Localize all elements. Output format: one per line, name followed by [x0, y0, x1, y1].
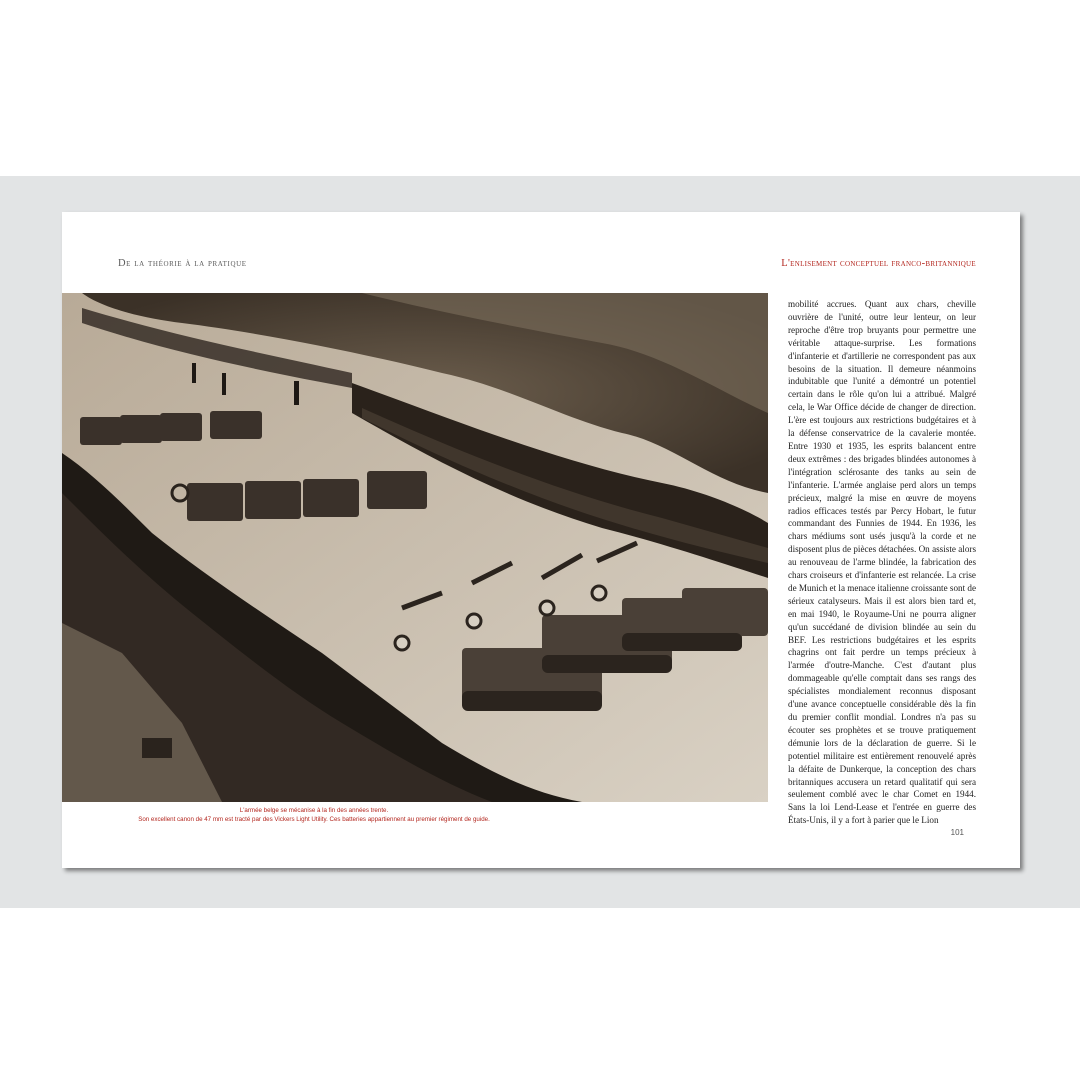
- photo-caption: [62, 806, 566, 824]
- caption-line-2: Son excellent canon de 47 mm est tracté par des Vickers Light Utility. Ces batteries appartiennent au premier régiment de guide.: [138, 816, 490, 823]
- body-text: mobilité accrues. Quant aux chars, cheville ouvrière de l'unité, outre leur lenteur, on leur reproche d'être trop bruyants pour permettre une véritable attaque-surprise. Les formations d'infanterie et d'artillerie ne correspondent pas aux besoins de la situation. Il demeure néanmoins indubitable que l'unité a démontré un potentiel certain dans le rôle qu'on lui a attribué. Malgré cela, le War Office décide de changer de direction. L'ère est toujours aux restrictions budgétaires et à la défense conservatrice de la cavalerie montée. Entre 1930 et 1935, les esprits balancent entre deux extrêmes : des brigades blindées autonomes à l'intégration sclérosante des tanks au sein de l'infanterie. L'armée anglaise perd alors un temps précieux, malgré la mise en œuvre de moyens radios efficaces testés par Percy Hobart, le futur commandant des Funnies de 1944. En 1936, les chars médiums sont usés jusqu'à la corde et ne disposent plus de pièces détachées. On assiste alors au renouveau de l'arme blindée, la fabrication des chars croiseurs et d'infanterie est relancée. La crise de Munich et la menace italienne croissante sont de sérieux catalyseurs. Mais il est alors bien tard et, en mai 1940, le Royaume-Uni ne pourra aligner qu'un succédané de division blindée au sein du BEF. Les restrictions budgétaires et les esprits chagrins ont fait perdre un temps précieux à l'armée d'outre-Manche. C'est d'autant plus dommageable qu'elle comptait dans ses rangs des spécialistes mondialement reconnus disposant d'une avance conceptuelle considérable dès la fin du premier conflit mondial. Londres n'a pas su écouter ses prophètes et se trouve pratiquement démunie lors de la déclaration de guerre. Si le potentiel militaire est entièrement renouvelé après la défaite de Dunkerque, la conception des chars britanniques accusera un retard qualitatif qui sera seulement comblé avec le char Comet en 1944. Sans la loi Lend-Lease et l'entrée en guerre des États-Unis, il y a fort à parier que le Lion: [788, 299, 977, 826]
- running-head-right: L'enlisement conceptuel franco-britannique: [781, 258, 976, 269]
- running-head-left: De la théorie à la pratique: [118, 258, 247, 269]
- parade-photo-icon: [62, 293, 768, 802]
- caption-line-1: L'armée belge se mécanise à la fin des années trente.: [239, 807, 389, 814]
- book-page-spread: [62, 212, 1020, 868]
- parade-photo: [62, 293, 768, 802]
- page-number: 101: [950, 828, 964, 837]
